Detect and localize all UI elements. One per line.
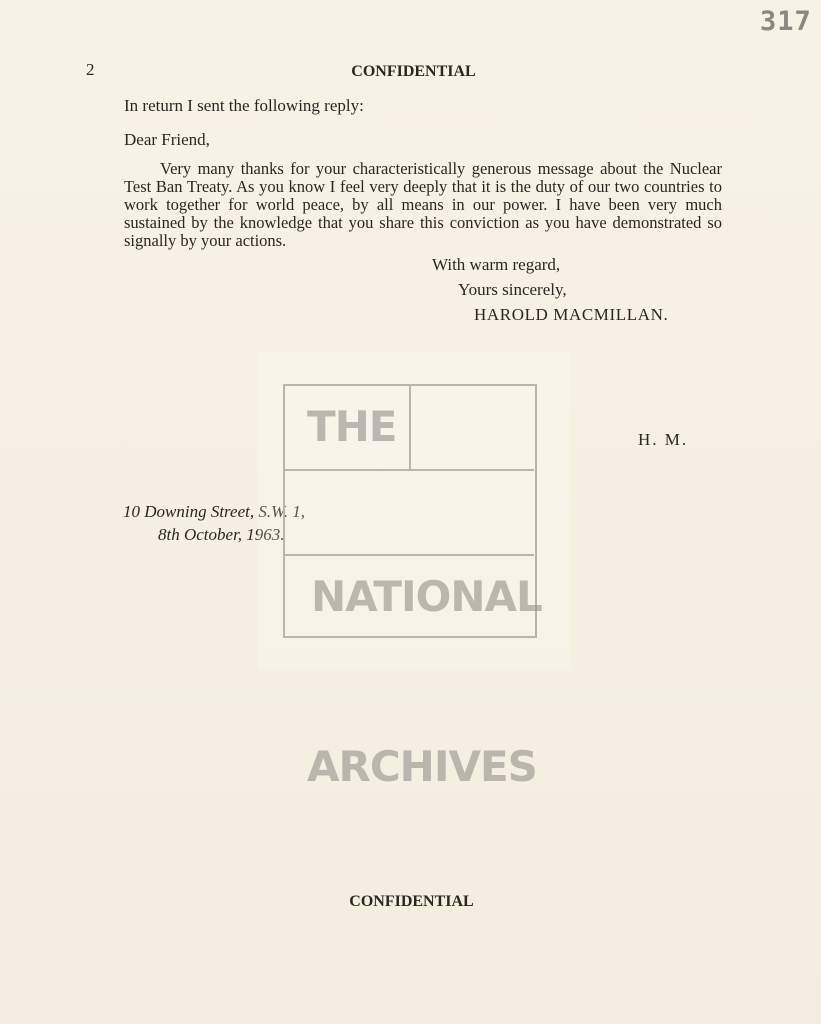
folio-number: 317 <box>760 6 812 37</box>
salutation: Dear Friend, <box>124 130 210 149</box>
complimentary-close: Yours sincerely, <box>458 280 567 299</box>
header-classification: CONFIDENTIAL <box>351 63 476 80</box>
sender-address: 10 Downing Street, S.W. 1, <box>123 502 305 521</box>
closing-line: With warm regard, <box>432 255 561 274</box>
national-archives-watermark <box>283 384 542 791</box>
watermark-divider <box>409 386 411 471</box>
watermark-row-3 <box>285 556 537 791</box>
initials: H. M. <box>638 430 689 449</box>
watermark-line-3: ARCHIVES <box>307 742 537 791</box>
watermark-line-2: NATIONAL <box>311 572 542 621</box>
watermark-row-1 <box>285 386 534 471</box>
letter-date: 8th October, 1963. <box>158 525 285 544</box>
intro-line: In return I sent the following reply: <box>124 96 364 115</box>
footer-classification: CONFIDENTIAL <box>349 893 474 910</box>
body-paragraph: Very many thanks for your characteristically generous message about the Nuclear Test Ban Treaty. As you know I feel very deeply that it is the duty of our two countries to work together for world peace, by all means in our power. I have been very much sustained by the knowledge that you share this conviction as you have demonstrated so signally by your actions. <box>124 159 722 250</box>
signature-name: HAROLD MACMILLAN. <box>474 305 669 324</box>
page-number: 2 <box>86 60 95 79</box>
watermark-row-2 <box>285 471 542 621</box>
watermark-line-1: THE <box>307 402 397 451</box>
